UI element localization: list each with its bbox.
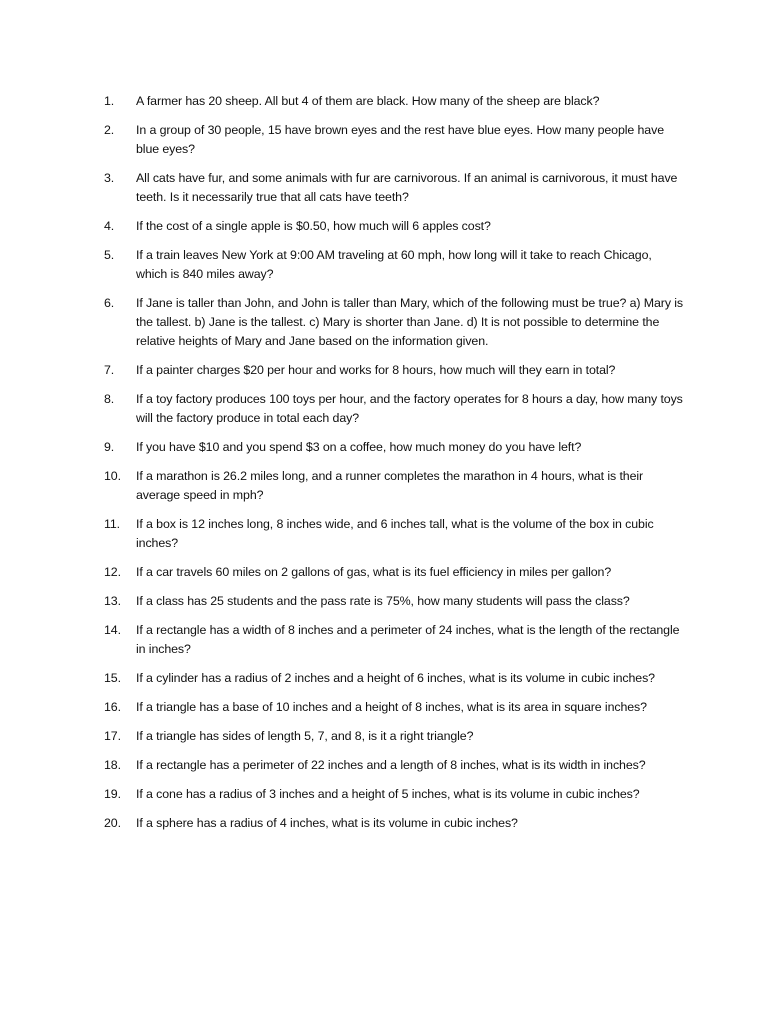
question-text: In a group of 30 people, 15 have brown eyes and the rest have blue eyes. How many people have blue eyes? xyxy=(136,123,664,156)
question-text: If a triangle has sides of length 5, 7, and 8, is it a right triangle? xyxy=(136,729,474,743)
question-item xyxy=(104,92,684,111)
question-number: 16. xyxy=(104,700,121,714)
question-text: If a train leaves New York at 9:00 AM traveling at 60 mph, how long will it take to reach Chicago, which is 840 miles away? xyxy=(136,248,652,281)
question-text: If a class has 25 students and the pass rate is 75%, how many students will pass the class? xyxy=(136,594,630,608)
question-number: 2. xyxy=(104,123,115,137)
question-number: 19. xyxy=(104,787,121,801)
question-number: 9. xyxy=(104,440,115,454)
question-number: 7. xyxy=(104,363,115,377)
question-text: If you have $10 and you spend $3 on a coffee, how much money do you have left? xyxy=(136,440,582,454)
question-number: 15. xyxy=(104,671,121,685)
question-item xyxy=(104,246,684,284)
question-text: A farmer has 20 sheep. All but 4 of them are black. How many of the sheep are black? xyxy=(136,94,600,108)
question-item xyxy=(104,169,684,207)
question-text: If a triangle has a base of 10 inches and a height of 8 inches, what is its area in square inches? xyxy=(136,700,647,714)
question-number: 10. xyxy=(104,469,121,483)
question-text: If a toy factory produces 100 toys per hour, and the factory operates for 8 hours a day, how many toys will the factory produce in total each day? xyxy=(136,392,683,425)
question-number: 14. xyxy=(104,623,121,637)
question-item xyxy=(104,814,684,833)
question-item xyxy=(104,217,684,236)
question-number: 4. xyxy=(104,219,115,233)
question-number: 8. xyxy=(104,392,115,406)
question-number: 1. xyxy=(104,94,115,108)
question-item xyxy=(104,727,684,746)
question-text: If a marathon is 26.2 miles long, and a runner completes the marathon in 4 hours, what is their average speed in mph? xyxy=(136,469,644,502)
question-item xyxy=(104,785,684,804)
question-item xyxy=(104,621,684,659)
question-number: 18. xyxy=(104,758,121,772)
question-item xyxy=(104,756,684,775)
question-number: 6. xyxy=(104,296,115,310)
question-item xyxy=(104,438,684,457)
question-number: 5. xyxy=(104,248,115,262)
question-text: If a cylinder has a radius of 2 inches and a height of 6 inches, what is its volume in cubic inches? xyxy=(136,671,655,685)
question-item xyxy=(104,515,684,553)
question-item xyxy=(104,121,684,159)
question-text: If a car travels 60 miles on 2 gallons of gas, what is its fuel efficiency in miles per gallon? xyxy=(136,565,612,579)
question-text: If Jane is taller than John, and John is taller than Mary, which of the following must be true? a) Mary is the tallest. b) Jane is the tallest. c) Mary is shorter than Jane. d) It is not possible to determine the relative heights of Mary and Jane based on the information given. xyxy=(136,296,684,348)
question-item xyxy=(104,563,684,582)
question-text: If a cone has a radius of 3 inches and a height of 5 inches, what is its volume in cubic inches? xyxy=(136,787,640,801)
question-number: 12. xyxy=(104,565,121,579)
question-text: If a painter charges $20 per hour and works for 8 hours, how much will they earn in total? xyxy=(136,363,616,377)
question-item xyxy=(104,592,684,611)
question-text: If a sphere has a radius of 4 inches, what is its volume in cubic inches? xyxy=(136,816,518,830)
question-item xyxy=(104,294,684,351)
question-number: 11. xyxy=(104,517,121,531)
question-item xyxy=(104,669,684,688)
question-item xyxy=(104,467,684,505)
question-item xyxy=(104,698,684,717)
question-number: 17. xyxy=(104,729,121,743)
question-number: 3. xyxy=(104,171,115,185)
question-text: If a box is 12 inches long, 8 inches wide, and 6 inches tall, what is the volume of the box in cubic inches? xyxy=(136,517,654,550)
question-list xyxy=(104,92,684,843)
question-text: If a rectangle has a width of 8 inches and a perimeter of 24 inches, what is the length of the rectangle in inches? xyxy=(136,623,680,656)
question-text: If the cost of a single apple is $0.50, how much will 6 apples cost? xyxy=(136,219,491,233)
question-number: 13. xyxy=(104,594,121,608)
question-text: If a rectangle has a perimeter of 22 inches and a length of 8 inches, what is its width in inches? xyxy=(136,758,646,772)
question-item xyxy=(104,361,684,380)
question-text: All cats have fur, and some animals with fur are carnivorous. If an animal is carnivorous, it must have teeth. Is it necessarily true that all cats have teeth? xyxy=(136,171,678,204)
question-item xyxy=(104,390,684,428)
question-number: 20. xyxy=(104,816,121,830)
